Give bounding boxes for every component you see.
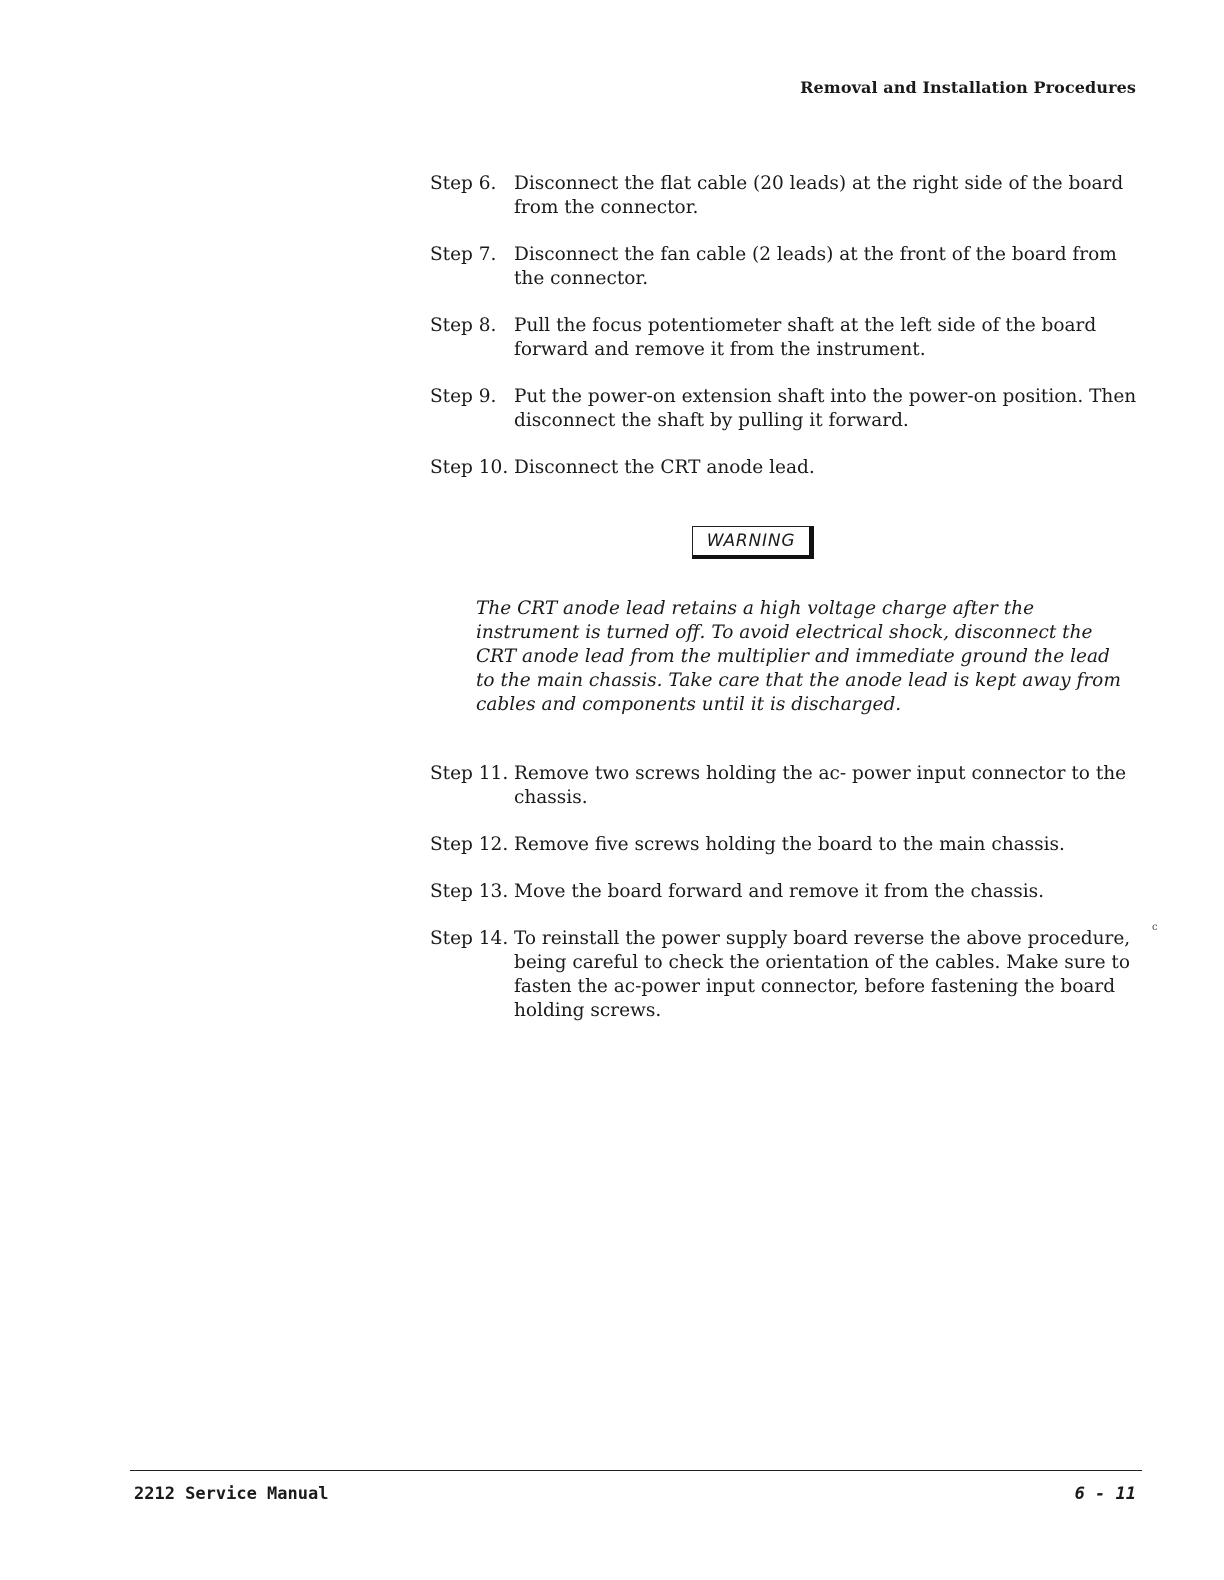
- footer-page-number: 6 - 11: [1074, 1484, 1136, 1504]
- step-text: To reinstall the power supply board reverse the above procedure, being careful to check the orientation of the cables. Make sure to fasten the ac-power input connector, before fastening the board holding screws.: [514, 928, 1131, 1021]
- step-item: [430, 243, 1150, 291]
- step-item: [430, 833, 1150, 857]
- warning-box: [692, 526, 814, 559]
- step-text: Disconnect the CRT anode lead.: [514, 457, 815, 478]
- steps-list-before-warning: [430, 172, 1150, 503]
- step-text: Disconnect the flat cable (20 leads) at the right side of the board from the connector.: [514, 173, 1124, 218]
- step-item: [430, 762, 1150, 810]
- step-text: Remove five screws holding the board to the main chassis.: [514, 834, 1065, 855]
- step-label: Step 8.: [430, 315, 497, 336]
- step-label: Step 13.: [430, 881, 509, 902]
- step-label: Step 9.: [430, 386, 497, 407]
- step-label: Step 11.: [430, 763, 509, 784]
- footer-manual-title: 2212 Service Manual: [134, 1484, 329, 1504]
- warning-text: The CRT anode lead retains a high voltage charge after the instrument is turned off. To avoid electrical shock, disconnect the CRT anode lead from the multiplier and immediate ground the lead to the main chassis. Take care that the anode lead is kept away from cables and components until it is discharged.: [476, 598, 1121, 715]
- page-header: Removal and Installation Procedures: [800, 78, 1136, 97]
- step-label: Step 7.: [430, 244, 497, 265]
- step-label: Step 6.: [430, 173, 497, 194]
- step-text: Put the power-on extension shaft into the power-on position. Then disconnect the shaft by pulling it forward.: [514, 386, 1137, 431]
- steps-list-after-warning: [430, 762, 1150, 1046]
- step-item: [430, 314, 1150, 362]
- step-item: [430, 172, 1150, 220]
- step-item: [430, 927, 1150, 1023]
- step-text: Disconnect the fan cable (2 leads) at the front of the board from the connector.: [514, 244, 1117, 289]
- step-text: Pull the focus potentiometer shaft at the left side of the board forward and remove it from the instrument.: [514, 315, 1097, 360]
- step-item: [430, 880, 1150, 904]
- step-item: [430, 385, 1150, 433]
- footer-divider: [130, 1470, 1142, 1471]
- step-item: [430, 456, 1150, 480]
- step-label: Step 14.: [430, 928, 509, 949]
- step-text: Remove two screws holding the ac- power input connector to the chassis.: [514, 763, 1127, 808]
- step-label: Step 10.: [430, 457, 509, 478]
- step-label: Step 12.: [430, 834, 509, 855]
- warning-label: WARNING: [706, 531, 796, 551]
- margin-mark: c: [1152, 922, 1158, 933]
- step-text: Move the board forward and remove it from the chassis.: [514, 881, 1045, 902]
